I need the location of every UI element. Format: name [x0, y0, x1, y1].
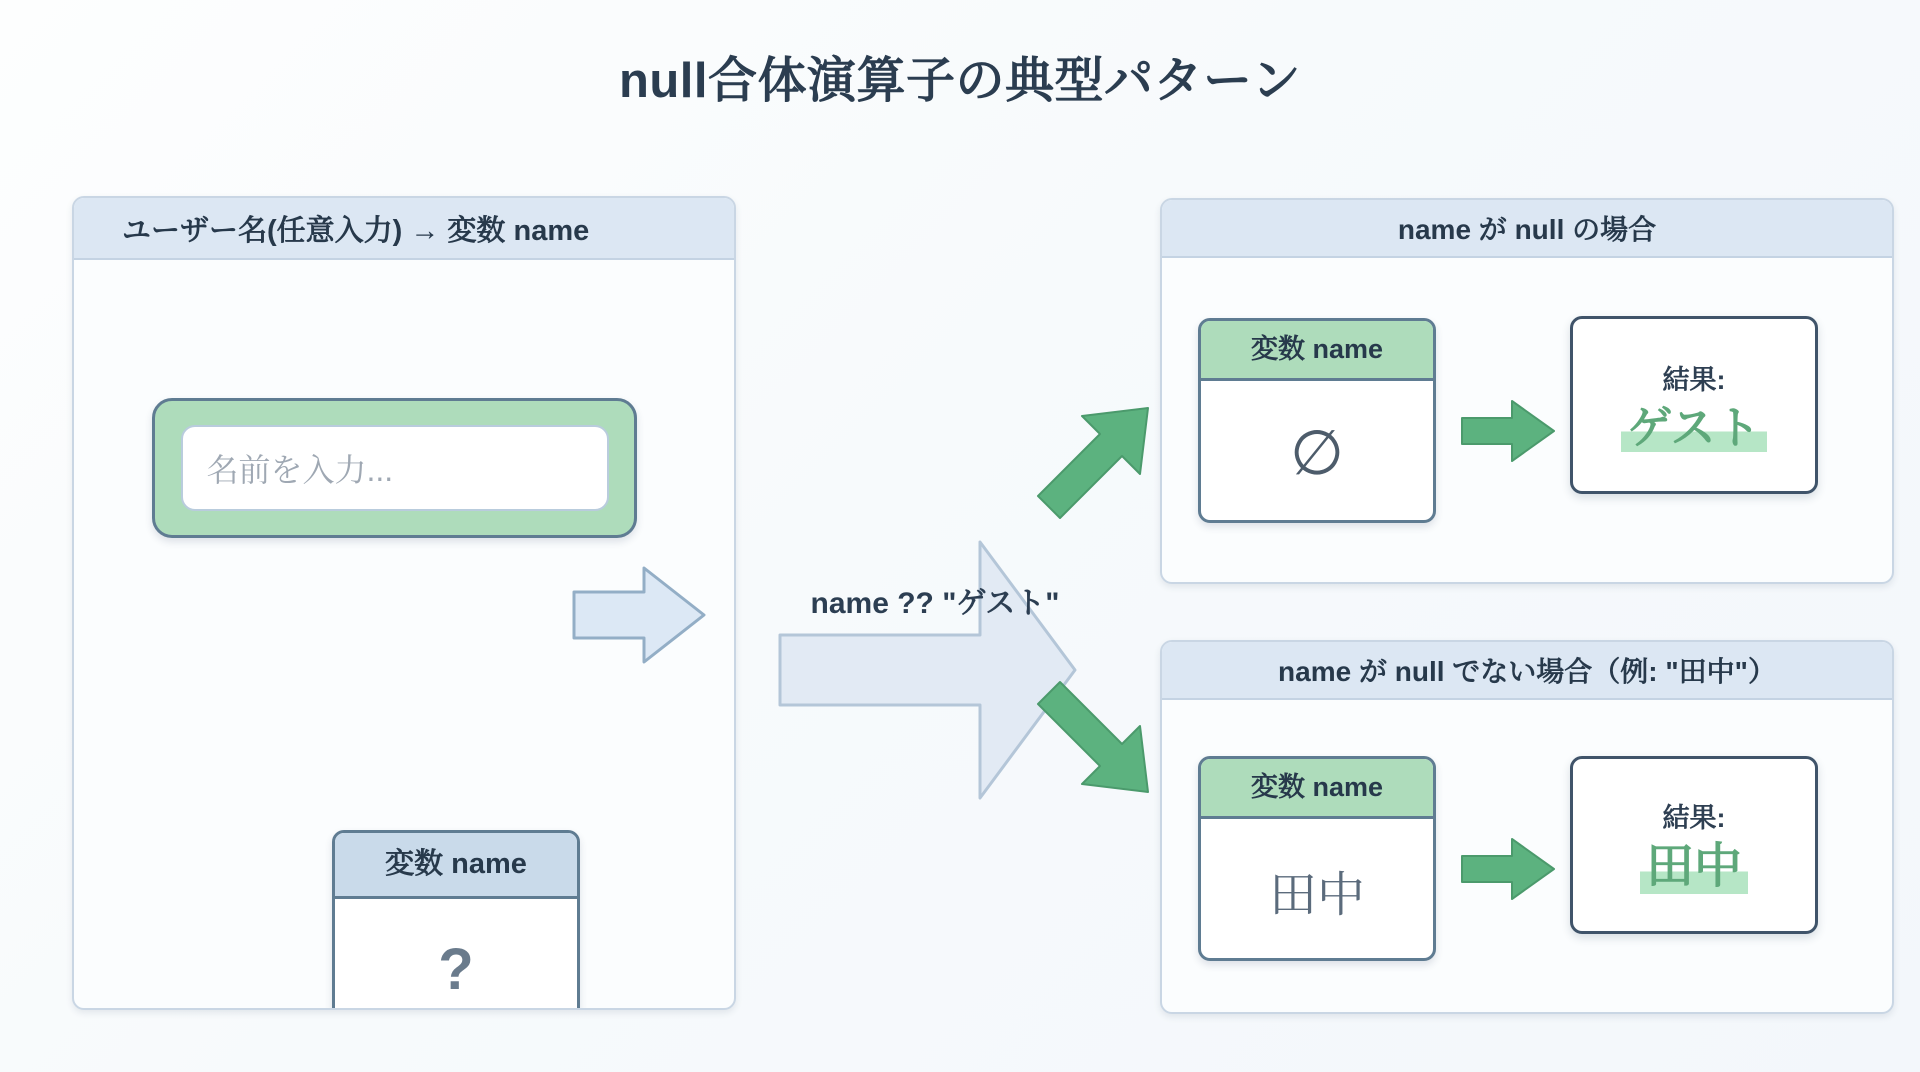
- result-box-null-case: [1570, 316, 1818, 494]
- arrow-right-green-icon: [1460, 836, 1556, 902]
- result-label: 結果:: [1662, 803, 1726, 834]
- page-title: null合体演算子の典型パターン: [618, 54, 1302, 108]
- variable-box-name-unknown: [332, 830, 580, 1010]
- variable-box-header: 変数 name: [335, 833, 577, 899]
- arrow-branch-up-icon: [1030, 400, 1160, 510]
- arrow-right-green-icon: [1460, 398, 1556, 464]
- variable-box-name-null: [1198, 318, 1436, 523]
- variable-box-header: 変数 name: [1201, 759, 1433, 819]
- name-input-inner[interactable]: [181, 425, 609, 511]
- result-box-not-null-case: [1570, 756, 1818, 934]
- variable-box-name-tanaka: [1198, 756, 1436, 961]
- operator-expression-label: name ?? "ゲスト": [810, 587, 1060, 620]
- arrow-branch-down-icon: [1030, 690, 1160, 800]
- variable-box-header: 変数 name: [1201, 321, 1433, 381]
- panel-user-input-header: ユーザー名(任意入力) → 変数 name: [74, 198, 734, 260]
- variable-box-value: ∅: [1289, 418, 1344, 488]
- name-input-field[interactable]: [152, 398, 637, 538]
- panel-not-null-case-header: name が null でない場合（例: "田中"）: [1162, 642, 1892, 700]
- variable-box-value: 田中: [1268, 868, 1365, 922]
- panel-null-case-header: name が null の場合: [1162, 200, 1892, 258]
- name-input-placeholder: 名前を入力...: [206, 452, 394, 488]
- result-value: ゲスト: [1621, 403, 1766, 453]
- variable-box-value: ?: [438, 936, 474, 1002]
- result-value: 田中: [1640, 841, 1748, 894]
- arrow-right-small-icon: [570, 560, 730, 670]
- result-label: 結果:: [1662, 364, 1726, 395]
